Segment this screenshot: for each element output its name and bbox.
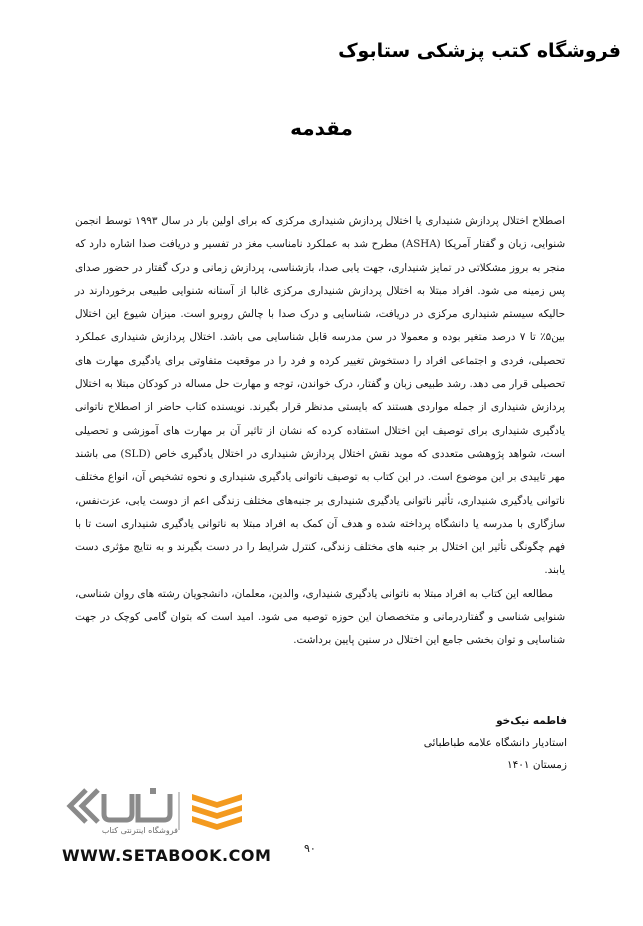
author-name: فاطمه نیک‌خو [496,715,567,727]
logo-wordmark [66,784,69,785]
website-url: WWW.SETABOOK.COM [62,846,272,865]
author-affiliation: استادیار دانشگاه علامه طباطبائی [423,737,567,749]
paragraph-2: مطالعه این کتاب به افراد مبتلا به ناتوانی یادگیری شنیداری، والدین، معلمان، دانشجویان رشته های روان شناسی، شنوایی شناسی و گفتاردرمانی و متخصصان این حوزه توصیه می شود. امید است که بتوان گامی کوچک در جهت شناسایی و توان بخشی جامع این اختلال در سنین پایین برداشت. [75,587,565,647]
page-number: ۹۰ [304,842,316,855]
logo-tagline: فروشگاه اینترنتی کتاب [101,826,178,835]
setabook-logo [66,784,276,842]
paragraph-1: اصطلاح اختلال پردازش شنیداری یا اختلال پردازش شنیداری مرکزی که برای اولین بار در سال ۱۹۹۳ توسط انجمن شنوایی، زبان و گفتار آمریکا (ASHA) مطرح شد به عملکرد نامناسب مغز در تفسیر و دریافت صدا اشاره دارد که منجر به بروز مشکلاتی در تمایز شنیداری، جهت یابی صدا، بازشناسی، پردازش زمانی و درک گفتار در حضور صدای پس زمینه می شود. افراد مبتلا به اختلال پردازش شنیداری مرکزی غالبا از آستانه شنوایی طبیعی برخوردارند در حالیکه سیستم شنیداری مرکزی در دریافت، شناسایی و درک صدا با چالش روبرو است. میزان شیوع این اختلال بین۵٪ تا ۷ درصد متغیر بوده و معمولا در سن مدرسه قابل شناسایی می باشد. اختلال پردازش شنیداری عملکرد تحصیلی، فردی و اجتماعی افراد را دستخوش تغییر کرده و فرد را در موقعیت متفاوتی برای یادگیری مهارت های تحصیلی قرار می دهد. رشد طبیعی زبان و گفتار، درک خواندن، توجه و مهارت حل مساله در کودکان مبتلا به اختلال پردازش شنیداری از جمله مواردی هستند که بایستی مدنظر قرار بگیرند. نویسنده کتاب حاضر از اصطلاح ناتوانی یادگیری شنیداری برای توصیف این اختلال استفاده کرده که نشان از تاثیر آن بر مهارت های آموزشی و تحصیلی است، شواهد پژوهشی متعددی که موید نقش اختلال پردازش شنیداری در اختلال یادگیری خاص (SLD) می باشند مهر تاییدی بر این موضوع است. در این کتاب به توصیف ناتوانی یادگیری شنیداری و نحوه تشخیص آن، انواع مختلف ناتوانی یادگیری شنیداری، تأثیر ناتوانی یادگیری شنیداری بر جنبه‌های مختلف زندگی اعم از دوست یابی، عزت‌نفس، سازگاری با مدرسه یا دانشگاه پرداخته شده و هدف آن کمک به افراد مبتلا به ناتوانی یادگیری شنیداری است تا با فهم چگونگی تأثیر این اختلال بر جنبه های مختلف زندگی، کنترل شرایط را در دست بگیرند و به نتایج مؤثری دست یابند. [75,215,565,577]
store-title: فروشگاه کتب پزشکی ستابوک [338,40,621,62]
author-signature [424,710,567,776]
page-title: مقدمه [290,116,353,140]
preface-text [75,210,565,653]
author-date: زمستان ۱۴۰۱ [506,759,567,771]
